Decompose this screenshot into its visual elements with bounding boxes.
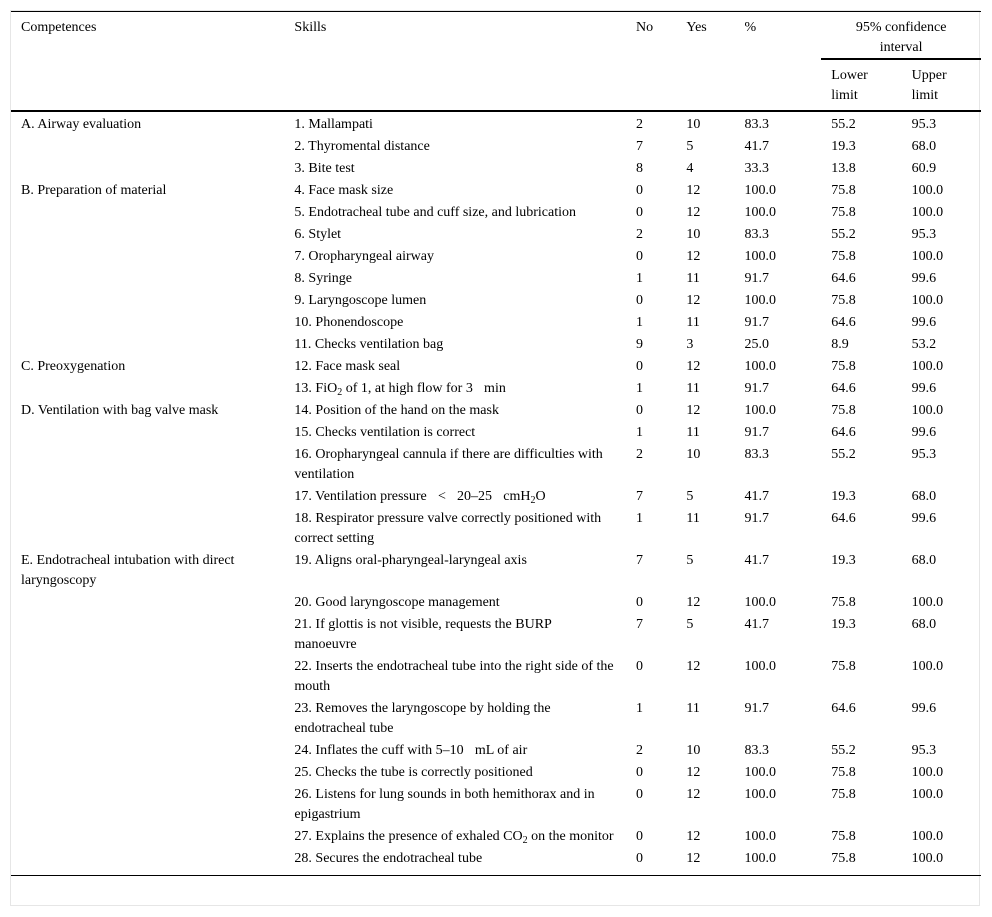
upper-limit-cell: 100.0	[911, 403, 944, 418]
skill-subscript: 2	[337, 387, 343, 398]
yes-count-cell: 10	[686, 117, 701, 132]
skill-text: 18. Respirator pressure valve correctly positioned with correct setting	[294, 511, 602, 546]
upper-limit-cell: 60.9	[911, 161, 937, 176]
competence-cell	[11, 135, 284, 157]
skill-text: 20. Good laryngoscope management	[294, 595, 500, 610]
percent-cell: 91.7	[744, 701, 769, 716]
yes-count-cell: 11	[686, 425, 700, 440]
skill-text: 28. Secures the endotracheal tube	[294, 851, 483, 866]
skill-cell	[284, 485, 636, 507]
yes-count-cell: 11	[686, 511, 700, 526]
skill-text: 1. Mallampati	[294, 117, 373, 132]
upper-limit-cell: 100.0	[911, 205, 944, 220]
table-row	[11, 223, 981, 245]
table-body	[11, 111, 981, 876]
skill-cell	[284, 507, 636, 549]
competence-cell	[11, 311, 284, 333]
skill-text: 9. Laryngoscope lumen	[294, 293, 427, 308]
skill-cell	[284, 761, 636, 783]
upper-limit-cell: 100.0	[911, 249, 944, 264]
col-header-confidence-interval	[821, 12, 981, 60]
table-row	[11, 761, 981, 783]
upper-limit-cell: 100.0	[911, 659, 944, 674]
skill-cell	[284, 739, 636, 761]
col-header-competences: Competences	[21, 20, 97, 35]
no-count-cell: 1	[636, 381, 643, 396]
table-row	[11, 655, 981, 697]
skill-text: 21. If glottis is not visible, requests the BURP manoeuvre	[294, 617, 552, 652]
table-row	[11, 825, 981, 847]
table-row	[11, 333, 981, 355]
yes-count-cell: 10	[686, 227, 701, 242]
upper-limit-cell: 100.0	[911, 293, 944, 308]
yes-count-cell: 12	[686, 595, 701, 610]
skill-cell	[284, 111, 636, 135]
table-row	[11, 443, 981, 485]
skill-text	[294, 379, 614, 399]
yes-count-cell: 10	[686, 743, 701, 758]
skill-text: 7. Oropharyngeal airway	[294, 249, 434, 264]
percent-cell: 41.7	[744, 489, 769, 504]
yes-count-cell: 12	[686, 851, 701, 866]
skill-cell	[284, 377, 636, 399]
skill-cell	[284, 245, 636, 267]
upper-limit-cell: 100.0	[911, 595, 944, 610]
lower-limit-cell: 75.8	[831, 829, 856, 844]
percent-cell: 100.0	[744, 293, 776, 308]
skill-cell	[284, 223, 636, 245]
no-count-cell: 2	[636, 447, 643, 462]
no-count-cell: 0	[636, 183, 643, 198]
percent-cell: 91.7	[744, 381, 769, 396]
skill-text-part: 13. FiO	[294, 381, 338, 396]
skill-text-part: O	[535, 489, 546, 504]
yes-count-cell: 12	[686, 829, 701, 844]
yes-count-cell: 5	[686, 553, 694, 568]
competence-cell	[11, 245, 284, 267]
skill-text: 14. Position of the hand on the mask	[294, 403, 499, 418]
header-row-1	[11, 12, 981, 60]
skill-cell	[284, 355, 636, 377]
upper-limit-cell: 68.0	[911, 489, 937, 504]
no-count-cell: 0	[636, 595, 643, 610]
skill-text-part: on the monitor	[527, 829, 614, 844]
competence-cell: B. Preparation of material	[21, 183, 167, 198]
lower-limit-cell: 75.8	[831, 359, 856, 374]
no-count-cell: 0	[636, 829, 643, 844]
skill-text: 3. Bite test	[294, 161, 355, 176]
upper-limit-cell: 100.0	[911, 765, 944, 780]
skill-subscript: 2	[530, 495, 536, 506]
skill-text: 11. Checks ventilation bag	[294, 337, 444, 352]
lower-limit-cell: 75.8	[831, 595, 856, 610]
ci-label-line1: 95% confidence	[855, 20, 947, 35]
skill-text: 2. Thyromental distance	[294, 139, 430, 154]
table-row	[11, 421, 981, 443]
no-count-cell: 7	[636, 553, 643, 568]
table-row	[11, 289, 981, 311]
table-row	[11, 485, 981, 507]
competence-cell: D. Ventilation with bag valve mask	[21, 403, 219, 418]
lower-limit-cell: 55.2	[831, 227, 856, 242]
col-header-percent: %	[744, 20, 757, 35]
no-count-cell: 1	[636, 511, 643, 526]
lower-limit-cell: 75.8	[831, 659, 856, 674]
col-header-upper-limit	[902, 59, 981, 111]
no-count-cell: 0	[636, 403, 643, 418]
skill-cell	[284, 847, 636, 876]
lower-limit-cell: 55.2	[831, 743, 856, 758]
percent-cell: 100.0	[744, 249, 776, 264]
skill-text-part: 17. Ventilation pressure < 20–25 cmH	[294, 489, 531, 504]
lower-label-line1: Lower	[831, 68, 868, 83]
percent-cell: 100.0	[744, 205, 776, 220]
lower-limit-cell: 64.6	[831, 381, 856, 396]
no-count-cell: 0	[636, 205, 643, 220]
skill-text	[294, 827, 614, 847]
upper-limit-cell: 95.3	[911, 227, 937, 242]
skill-text: 19. Aligns oral-pharyngeal-laryngeal axis	[294, 553, 527, 568]
lower-limit-cell: 64.6	[831, 271, 856, 286]
lower-limit-cell: 19.3	[831, 139, 856, 154]
upper-limit-cell: 100.0	[911, 359, 944, 374]
table-row	[11, 507, 981, 549]
table-row	[11, 245, 981, 267]
yes-count-cell: 4	[686, 161, 694, 176]
yes-count-cell: 11	[686, 315, 700, 330]
skill-cell	[284, 201, 636, 223]
lower-limit-cell: 75.8	[831, 293, 856, 308]
competence-cell	[11, 847, 284, 876]
yes-count-cell: 12	[686, 359, 701, 374]
competence-cell	[11, 591, 284, 613]
no-count-cell: 1	[636, 701, 643, 716]
lower-limit-cell: 19.3	[831, 553, 856, 568]
competence-cell: C. Preoxygenation	[21, 359, 126, 374]
lower-limit-cell: 75.8	[831, 787, 856, 802]
percent-cell: 91.7	[744, 511, 769, 526]
upper-limit-cell: 95.3	[911, 743, 937, 758]
table-row	[11, 613, 981, 655]
upper-limit-cell: 99.6	[911, 271, 937, 286]
yes-count-cell: 11	[686, 381, 700, 396]
skill-text: 26. Listens for lung sounds in both hemithorax and in epigastrium	[294, 787, 595, 822]
percent-cell: 83.3	[744, 447, 769, 462]
percent-cell: 100.0	[744, 183, 776, 198]
yes-count-cell: 12	[686, 403, 701, 418]
table-row	[11, 111, 981, 135]
col-header-no: No	[636, 20, 654, 35]
percent-cell: 100.0	[744, 787, 776, 802]
competence-cell	[11, 783, 284, 825]
yes-count-cell: 12	[686, 205, 701, 220]
col-header-lower-limit	[821, 59, 901, 111]
competence-cell: E. Endotracheal intubation with direct laryngoscopy	[21, 553, 235, 588]
col-header-skills: Skills	[294, 20, 327, 35]
skill-cell	[284, 549, 636, 591]
lower-limit-cell: 75.8	[831, 183, 856, 198]
lower-limit-cell: 19.3	[831, 489, 856, 504]
skill-cell	[284, 399, 636, 421]
col-header-yes: Yes	[686, 20, 707, 35]
lower-label-line2: limit	[831, 88, 858, 103]
upper-limit-cell: 68.0	[911, 617, 937, 632]
table-row	[11, 377, 981, 399]
yes-count-cell: 12	[686, 293, 701, 308]
competences-table	[11, 11, 981, 876]
percent-cell: 100.0	[744, 829, 776, 844]
skill-text: 6. Stylet	[294, 227, 342, 242]
competence-cell	[11, 289, 284, 311]
competence-cell	[11, 739, 284, 761]
no-count-cell: 2	[636, 227, 643, 242]
upper-limit-cell: 100.0	[911, 829, 944, 844]
upper-limit-cell: 99.6	[911, 381, 937, 396]
table-row	[11, 739, 981, 761]
yes-count-cell: 12	[686, 183, 701, 198]
skill-text: 16. Oropharyngeal cannula if there are difficulties with ventilation	[294, 447, 603, 482]
percent-cell: 33.3	[744, 161, 769, 176]
skill-cell	[284, 267, 636, 289]
yes-count-cell: 5	[686, 489, 694, 504]
table-row	[11, 179, 981, 201]
competence-cell	[11, 655, 284, 697]
ci-label-line2: interval	[879, 40, 923, 55]
upper-limit-cell: 99.6	[911, 425, 937, 440]
skill-text: 4. Face mask size	[294, 183, 394, 198]
lower-limit-cell: 75.8	[831, 249, 856, 264]
percent-cell: 100.0	[744, 403, 776, 418]
skill-cell	[284, 443, 636, 485]
upper-limit-cell: 99.6	[911, 315, 937, 330]
upper-label-line2: limit	[911, 88, 939, 103]
competence-cell	[11, 507, 284, 549]
no-count-cell: 7	[636, 489, 643, 504]
no-count-cell: 2	[636, 743, 643, 758]
table-row	[11, 697, 981, 739]
no-count-cell: 0	[636, 765, 643, 780]
skill-cell	[284, 591, 636, 613]
skill-cell	[284, 311, 636, 333]
no-count-cell: 1	[636, 425, 643, 440]
upper-limit-cell: 100.0	[911, 183, 944, 198]
upper-limit-cell: 99.6	[911, 511, 937, 526]
percent-cell: 83.3	[744, 743, 769, 758]
no-count-cell: 7	[636, 139, 643, 154]
competence-cell	[11, 697, 284, 739]
competence-cell	[11, 333, 284, 355]
upper-limit-cell: 68.0	[911, 139, 937, 154]
no-count-cell: 0	[636, 851, 643, 866]
percent-cell: 41.7	[744, 139, 769, 154]
lower-limit-cell: 64.6	[831, 315, 856, 330]
no-count-cell: 1	[636, 271, 643, 286]
skill-text: 10. Phonendoscope	[294, 315, 404, 330]
skill-cell	[284, 613, 636, 655]
percent-cell: 100.0	[744, 851, 776, 866]
skill-cell	[284, 783, 636, 825]
skill-text: 8. Syringe	[294, 271, 352, 286]
table-row	[11, 201, 981, 223]
percent-cell: 100.0	[744, 359, 776, 374]
table-row	[11, 783, 981, 825]
competence-cell	[11, 201, 284, 223]
percent-cell: 91.7	[744, 315, 769, 330]
skill-cell	[284, 179, 636, 201]
lower-limit-cell: 19.3	[831, 617, 856, 632]
upper-limit-cell: 100.0	[911, 851, 944, 866]
competence-cell	[11, 761, 284, 783]
yes-count-cell: 5	[686, 617, 694, 632]
skill-cell	[284, 825, 636, 847]
table-row	[11, 591, 981, 613]
lower-limit-cell: 75.8	[831, 403, 856, 418]
table-row	[11, 267, 981, 289]
skill-cell	[284, 697, 636, 739]
lower-limit-cell: 75.8	[831, 765, 856, 780]
upper-limit-cell: 100.0	[911, 787, 944, 802]
table-row	[11, 847, 981, 876]
yes-count-cell: 12	[686, 249, 701, 264]
no-count-cell: 0	[636, 659, 643, 674]
skill-cell	[284, 157, 636, 179]
no-count-cell: 2	[636, 117, 643, 132]
lower-limit-cell: 55.2	[831, 117, 856, 132]
no-count-cell: 1	[636, 315, 643, 330]
skill-cell	[284, 333, 636, 355]
yes-count-cell: 3	[686, 337, 694, 352]
skill-cell	[284, 655, 636, 697]
lower-limit-cell: 8.9	[831, 337, 849, 352]
no-count-cell: 0	[636, 787, 643, 802]
yes-count-cell: 11	[686, 701, 700, 716]
upper-limit-cell: 95.3	[911, 117, 937, 132]
competence-cell	[11, 267, 284, 289]
no-count-cell: 8	[636, 161, 643, 176]
competence-cell	[11, 377, 284, 399]
skill-text: 22. Inserts the endotracheal tube into the right side of the mouth	[294, 659, 614, 694]
competence-cell: A. Airway evaluation	[21, 117, 142, 132]
skill-text-part: of 1, at high flow for 3 min	[342, 381, 506, 396]
skill-subscript: 2	[522, 835, 528, 846]
competence-cell	[11, 223, 284, 245]
skill-text: 24. Inflates the cuff with 5–10 mL of air	[294, 743, 528, 758]
no-count-cell: 9	[636, 337, 643, 352]
lower-limit-cell: 64.6	[831, 511, 856, 526]
percent-cell: 100.0	[744, 595, 776, 610]
no-count-cell: 7	[636, 617, 643, 632]
upper-limit-cell: 53.2	[911, 337, 937, 352]
competence-cell	[11, 443, 284, 485]
upper-label-line1: Upper	[911, 68, 947, 83]
percent-cell: 83.3	[744, 227, 769, 242]
lower-limit-cell: 64.6	[831, 425, 856, 440]
yes-count-cell: 11	[686, 271, 700, 286]
percent-cell: 83.3	[744, 117, 769, 132]
table-row	[11, 399, 981, 421]
yes-count-cell: 10	[686, 447, 701, 462]
percent-cell: 25.0	[744, 337, 769, 352]
table-row	[11, 311, 981, 333]
competence-cell	[11, 157, 284, 179]
percent-cell: 91.7	[744, 271, 769, 286]
competence-cell	[11, 421, 284, 443]
competence-cell	[11, 613, 284, 655]
percent-cell: 41.7	[744, 617, 769, 632]
yes-count-cell: 5	[686, 139, 694, 154]
table-row	[11, 135, 981, 157]
lower-limit-cell: 75.8	[831, 205, 856, 220]
percent-cell: 91.7	[744, 425, 769, 440]
skill-text-part: 27. Explains the presence of exhaled CO	[294, 829, 523, 844]
percent-cell: 41.7	[744, 553, 769, 568]
skill-text: 25. Checks the tube is correctly positioned	[294, 765, 533, 780]
lower-limit-cell: 55.2	[831, 447, 856, 462]
table-row	[11, 549, 981, 591]
skill-cell	[284, 421, 636, 443]
no-count-cell: 0	[636, 359, 643, 374]
skill-text: 15. Checks ventilation is correct	[294, 425, 476, 440]
yes-count-cell: 12	[686, 765, 701, 780]
lower-limit-cell: 13.8	[831, 161, 856, 176]
table-row	[11, 355, 981, 377]
skill-text: 23. Removes the laryngoscope by holding the endotracheal tube	[294, 701, 551, 736]
competence-cell	[11, 825, 284, 847]
skill-text: 5. Endotracheal tube and cuff size, and lubrication	[294, 205, 576, 220]
skill-text	[294, 487, 614, 507]
lower-limit-cell: 64.6	[831, 701, 856, 716]
yes-count-cell: 12	[686, 659, 701, 674]
no-count-cell: 0	[636, 249, 643, 264]
competence-cell	[11, 485, 284, 507]
upper-limit-cell: 68.0	[911, 553, 937, 568]
upper-limit-cell: 99.6	[911, 701, 937, 716]
percent-cell: 100.0	[744, 765, 776, 780]
upper-limit-cell: 95.3	[911, 447, 937, 462]
skill-cell	[284, 135, 636, 157]
no-count-cell: 0	[636, 293, 643, 308]
yes-count-cell: 12	[686, 787, 701, 802]
skill-cell	[284, 289, 636, 311]
table-row	[11, 157, 981, 179]
lower-limit-cell: 75.8	[831, 851, 856, 866]
percent-cell: 100.0	[744, 659, 776, 674]
skill-text: 12. Face mask seal	[294, 359, 401, 374]
